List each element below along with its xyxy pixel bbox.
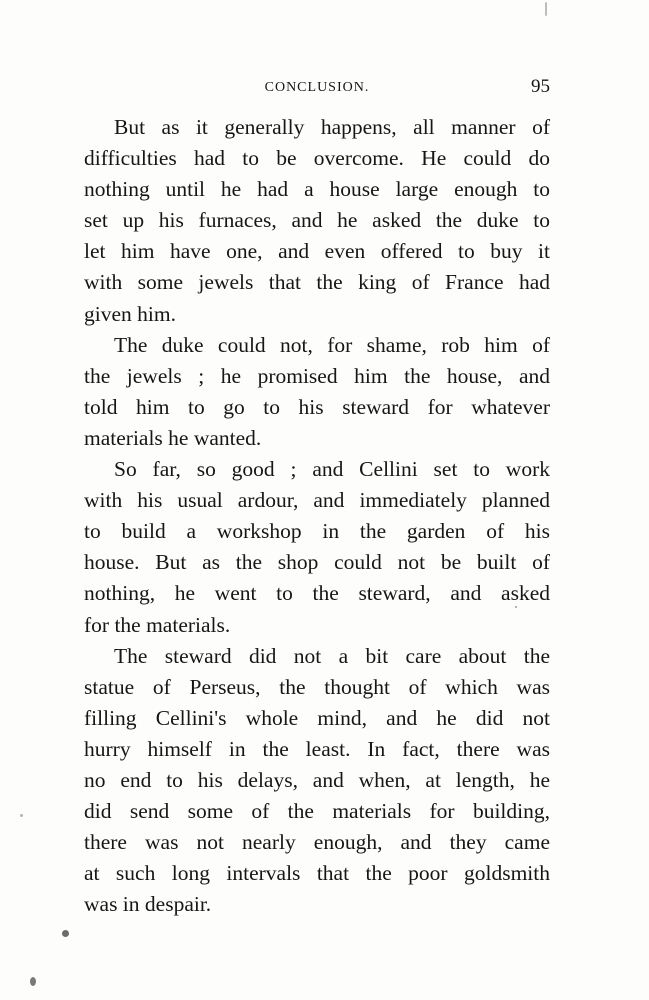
scan-speck xyxy=(62,930,69,937)
text-line: nothing until he had a house large enough to xyxy=(84,177,550,202)
text-line: was in despair. xyxy=(84,892,212,917)
text-line: filling Cellini's whole mind, and he did not xyxy=(84,705,550,730)
text-line: nothing, he went to the steward, and asked xyxy=(84,581,550,606)
text-line: So far, so good ; and Cellini set to work xyxy=(114,457,550,482)
text-line: house. But as the shop could not be built of xyxy=(84,550,550,575)
text-line: The steward did not a bit care about the xyxy=(114,643,550,668)
paragraph-4 xyxy=(84,641,550,921)
text-line: told him to go to his steward for whatever xyxy=(84,394,550,419)
text-line: let him have one, and even offered to buy it xyxy=(84,239,550,264)
scan-speck xyxy=(545,2,547,16)
text-line: But as it generally happens, all manner of xyxy=(114,115,550,139)
text-line: the jewels ; he promised him the house, and xyxy=(84,363,550,388)
running-head xyxy=(84,76,550,100)
page-number: 95 xyxy=(531,76,550,97)
text-line: to build a workshop in the garden of his xyxy=(84,519,550,544)
paragraph-2 xyxy=(84,330,550,454)
text-line: given him. xyxy=(84,301,176,326)
text-line: did send some of the materials for building, xyxy=(84,799,550,824)
text-line: The duke could not, for shame, rob him of xyxy=(114,332,550,357)
text-line: with some jewels that the king of France had xyxy=(84,270,550,295)
scan-speck xyxy=(515,606,517,608)
scan-speck xyxy=(30,977,36,986)
text-line: difficulties had to be overcome. He could do xyxy=(84,146,550,171)
text-line: statue of Perseus, the thought of which was xyxy=(84,674,550,699)
running-title: CONCLUSION. xyxy=(264,80,370,95)
text-line: set up his furnaces, and he asked the duke to xyxy=(84,208,550,233)
scan-speck xyxy=(20,814,23,817)
text-line: materials he wanted. xyxy=(84,425,262,450)
text-line: there was not nearly enough, and they came xyxy=(84,830,550,855)
text-line: no end to his delays, and when, at length, he xyxy=(84,767,550,792)
text-line: with his usual ardour, and immediately planned xyxy=(84,488,550,513)
paragraph-1 xyxy=(84,112,550,330)
body-text xyxy=(84,112,550,920)
text-line: hurry himself in the least. In fact, there was xyxy=(84,736,550,761)
text-line: at such long intervals that the poor goldsmith xyxy=(84,861,550,886)
text-line: for the materials. xyxy=(84,612,231,637)
paragraph-3 xyxy=(84,454,550,641)
